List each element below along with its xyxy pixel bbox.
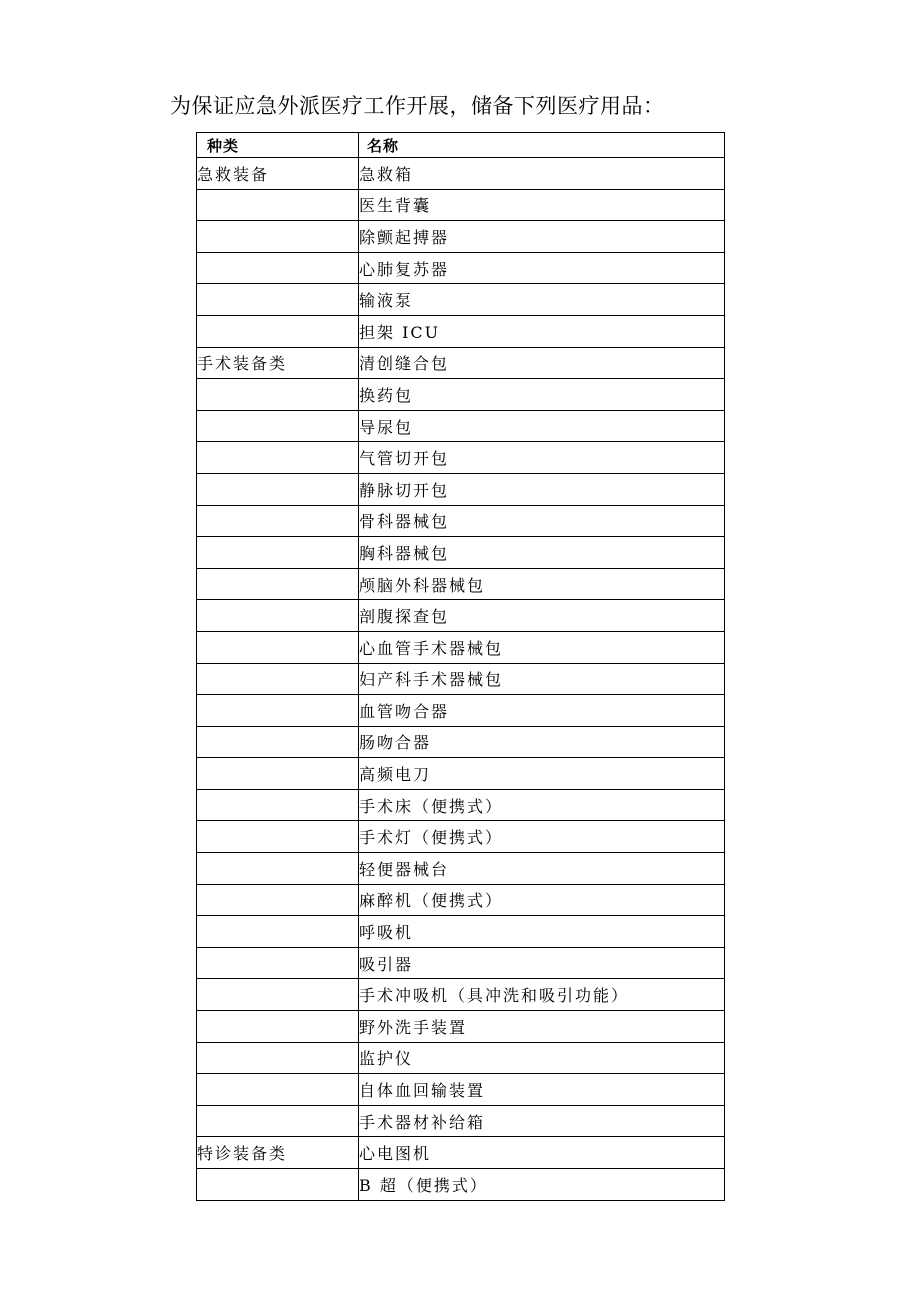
category-cell bbox=[197, 537, 359, 569]
item-name-cell: 野外洗手装置 bbox=[359, 1011, 725, 1043]
item-name-cell: 颅脑外科器械包 bbox=[359, 568, 725, 600]
table-row bbox=[197, 1042, 725, 1074]
table-row bbox=[197, 189, 725, 221]
item-name-cell: 气管切开包 bbox=[359, 442, 725, 474]
category-cell bbox=[197, 631, 359, 663]
category-cell bbox=[197, 1169, 359, 1201]
supply-table bbox=[196, 132, 725, 1201]
category-cell bbox=[197, 1074, 359, 1106]
table-row bbox=[197, 473, 725, 505]
item-name-cell: 自体血回输装置 bbox=[359, 1074, 725, 1106]
item-name-cell: 肠吻合器 bbox=[359, 726, 725, 758]
category-cell bbox=[197, 1011, 359, 1043]
item-name-cell: 轻便器械台 bbox=[359, 853, 725, 885]
category-cell bbox=[197, 758, 359, 790]
header-name: 名称 bbox=[359, 133, 725, 158]
table-row bbox=[197, 663, 725, 695]
item-name-cell: 手术床（便携式） bbox=[359, 789, 725, 821]
category-cell bbox=[197, 568, 359, 600]
table-row bbox=[197, 600, 725, 632]
intro-text: 为保证应急外派医疗工作开展，储备下列医疗用品： bbox=[170, 94, 665, 118]
table-row bbox=[197, 315, 725, 347]
category-cell bbox=[197, 726, 359, 758]
category-cell bbox=[197, 916, 359, 948]
category-cell bbox=[197, 1042, 359, 1074]
category-cell bbox=[197, 315, 359, 347]
item-name-cell: 麻醉机（便携式） bbox=[359, 884, 725, 916]
category-cell bbox=[197, 379, 359, 411]
category-cell bbox=[197, 410, 359, 442]
item-name-cell: 心肺复苏器 bbox=[359, 252, 725, 284]
item-name-cell: 急救箱 bbox=[359, 158, 725, 190]
item-name-cell: 心血管手术器械包 bbox=[359, 631, 725, 663]
category-cell: 急救装备 bbox=[197, 158, 359, 190]
table-row bbox=[197, 1011, 725, 1043]
item-name-cell: 导尿包 bbox=[359, 410, 725, 442]
category-cell bbox=[197, 600, 359, 632]
item-name-cell: 呼吸机 bbox=[359, 916, 725, 948]
category-cell bbox=[197, 853, 359, 885]
category-cell bbox=[197, 947, 359, 979]
item-name-cell: 高频电刀 bbox=[359, 758, 725, 790]
item-name-cell: 输液泵 bbox=[359, 284, 725, 316]
item-name-cell: 静脉切开包 bbox=[359, 473, 725, 505]
category-cell bbox=[197, 1105, 359, 1137]
table-row bbox=[197, 442, 725, 474]
item-name-cell: 医生背囊 bbox=[359, 189, 725, 221]
table-row bbox=[197, 221, 725, 253]
category-cell bbox=[197, 221, 359, 253]
item-name-cell: 吸引器 bbox=[359, 947, 725, 979]
category-cell bbox=[197, 789, 359, 821]
table-row bbox=[197, 916, 725, 948]
header-category: 种类 bbox=[197, 133, 359, 158]
category-cell bbox=[197, 979, 359, 1011]
table-row bbox=[197, 505, 725, 537]
table-row bbox=[197, 284, 725, 316]
item-name-cell: 清创缝合包 bbox=[359, 347, 725, 379]
item-name-cell: 手术灯（便携式） bbox=[359, 821, 725, 853]
item-name-cell: 换药包 bbox=[359, 379, 725, 411]
item-name-cell: 妇产科手术器械包 bbox=[359, 663, 725, 695]
category-cell bbox=[197, 663, 359, 695]
table-row bbox=[197, 695, 725, 727]
table-row bbox=[197, 347, 725, 379]
category-cell bbox=[197, 505, 359, 537]
category-cell bbox=[197, 284, 359, 316]
table-row bbox=[197, 1137, 725, 1169]
item-name-cell: 除颤起搏器 bbox=[359, 221, 725, 253]
item-name-cell: 监护仪 bbox=[359, 1042, 725, 1074]
table-row bbox=[197, 537, 725, 569]
item-name-cell: B 超（便携式） bbox=[359, 1169, 725, 1201]
item-name-cell: 骨科器械包 bbox=[359, 505, 725, 537]
table-row bbox=[197, 789, 725, 821]
table-row bbox=[197, 758, 725, 790]
category-cell bbox=[197, 884, 359, 916]
table-row bbox=[197, 158, 725, 190]
category-cell: 特诊装备类 bbox=[197, 1137, 359, 1169]
table-row bbox=[197, 821, 725, 853]
item-name-cell: 剖腹探查包 bbox=[359, 600, 725, 632]
table-row bbox=[197, 947, 725, 979]
table-row bbox=[197, 410, 725, 442]
item-name-cell: 手术冲吸机（具冲洗和吸引功能） bbox=[359, 979, 725, 1011]
table-row bbox=[197, 979, 725, 1011]
table-header-row bbox=[197, 133, 725, 158]
table-row bbox=[197, 1105, 725, 1137]
category-cell bbox=[197, 189, 359, 221]
table-row bbox=[197, 568, 725, 600]
category-cell bbox=[197, 473, 359, 505]
table-row bbox=[197, 853, 725, 885]
table-row bbox=[197, 726, 725, 758]
table-row bbox=[197, 379, 725, 411]
category-cell bbox=[197, 821, 359, 853]
table-row bbox=[197, 884, 725, 916]
item-name-cell: 手术器材补给箱 bbox=[359, 1105, 725, 1137]
item-name-cell: 血管吻合器 bbox=[359, 695, 725, 727]
table-row bbox=[197, 1074, 725, 1106]
table-row bbox=[197, 1169, 725, 1201]
category-cell bbox=[197, 252, 359, 284]
category-cell bbox=[197, 442, 359, 474]
item-name-cell: 担架 ICU bbox=[359, 315, 725, 347]
item-name-cell: 心电图机 bbox=[359, 1137, 725, 1169]
category-cell: 手术装备类 bbox=[197, 347, 359, 379]
table-row bbox=[197, 252, 725, 284]
category-cell bbox=[197, 695, 359, 727]
table-row bbox=[197, 631, 725, 663]
item-name-cell: 胸科器械包 bbox=[359, 537, 725, 569]
